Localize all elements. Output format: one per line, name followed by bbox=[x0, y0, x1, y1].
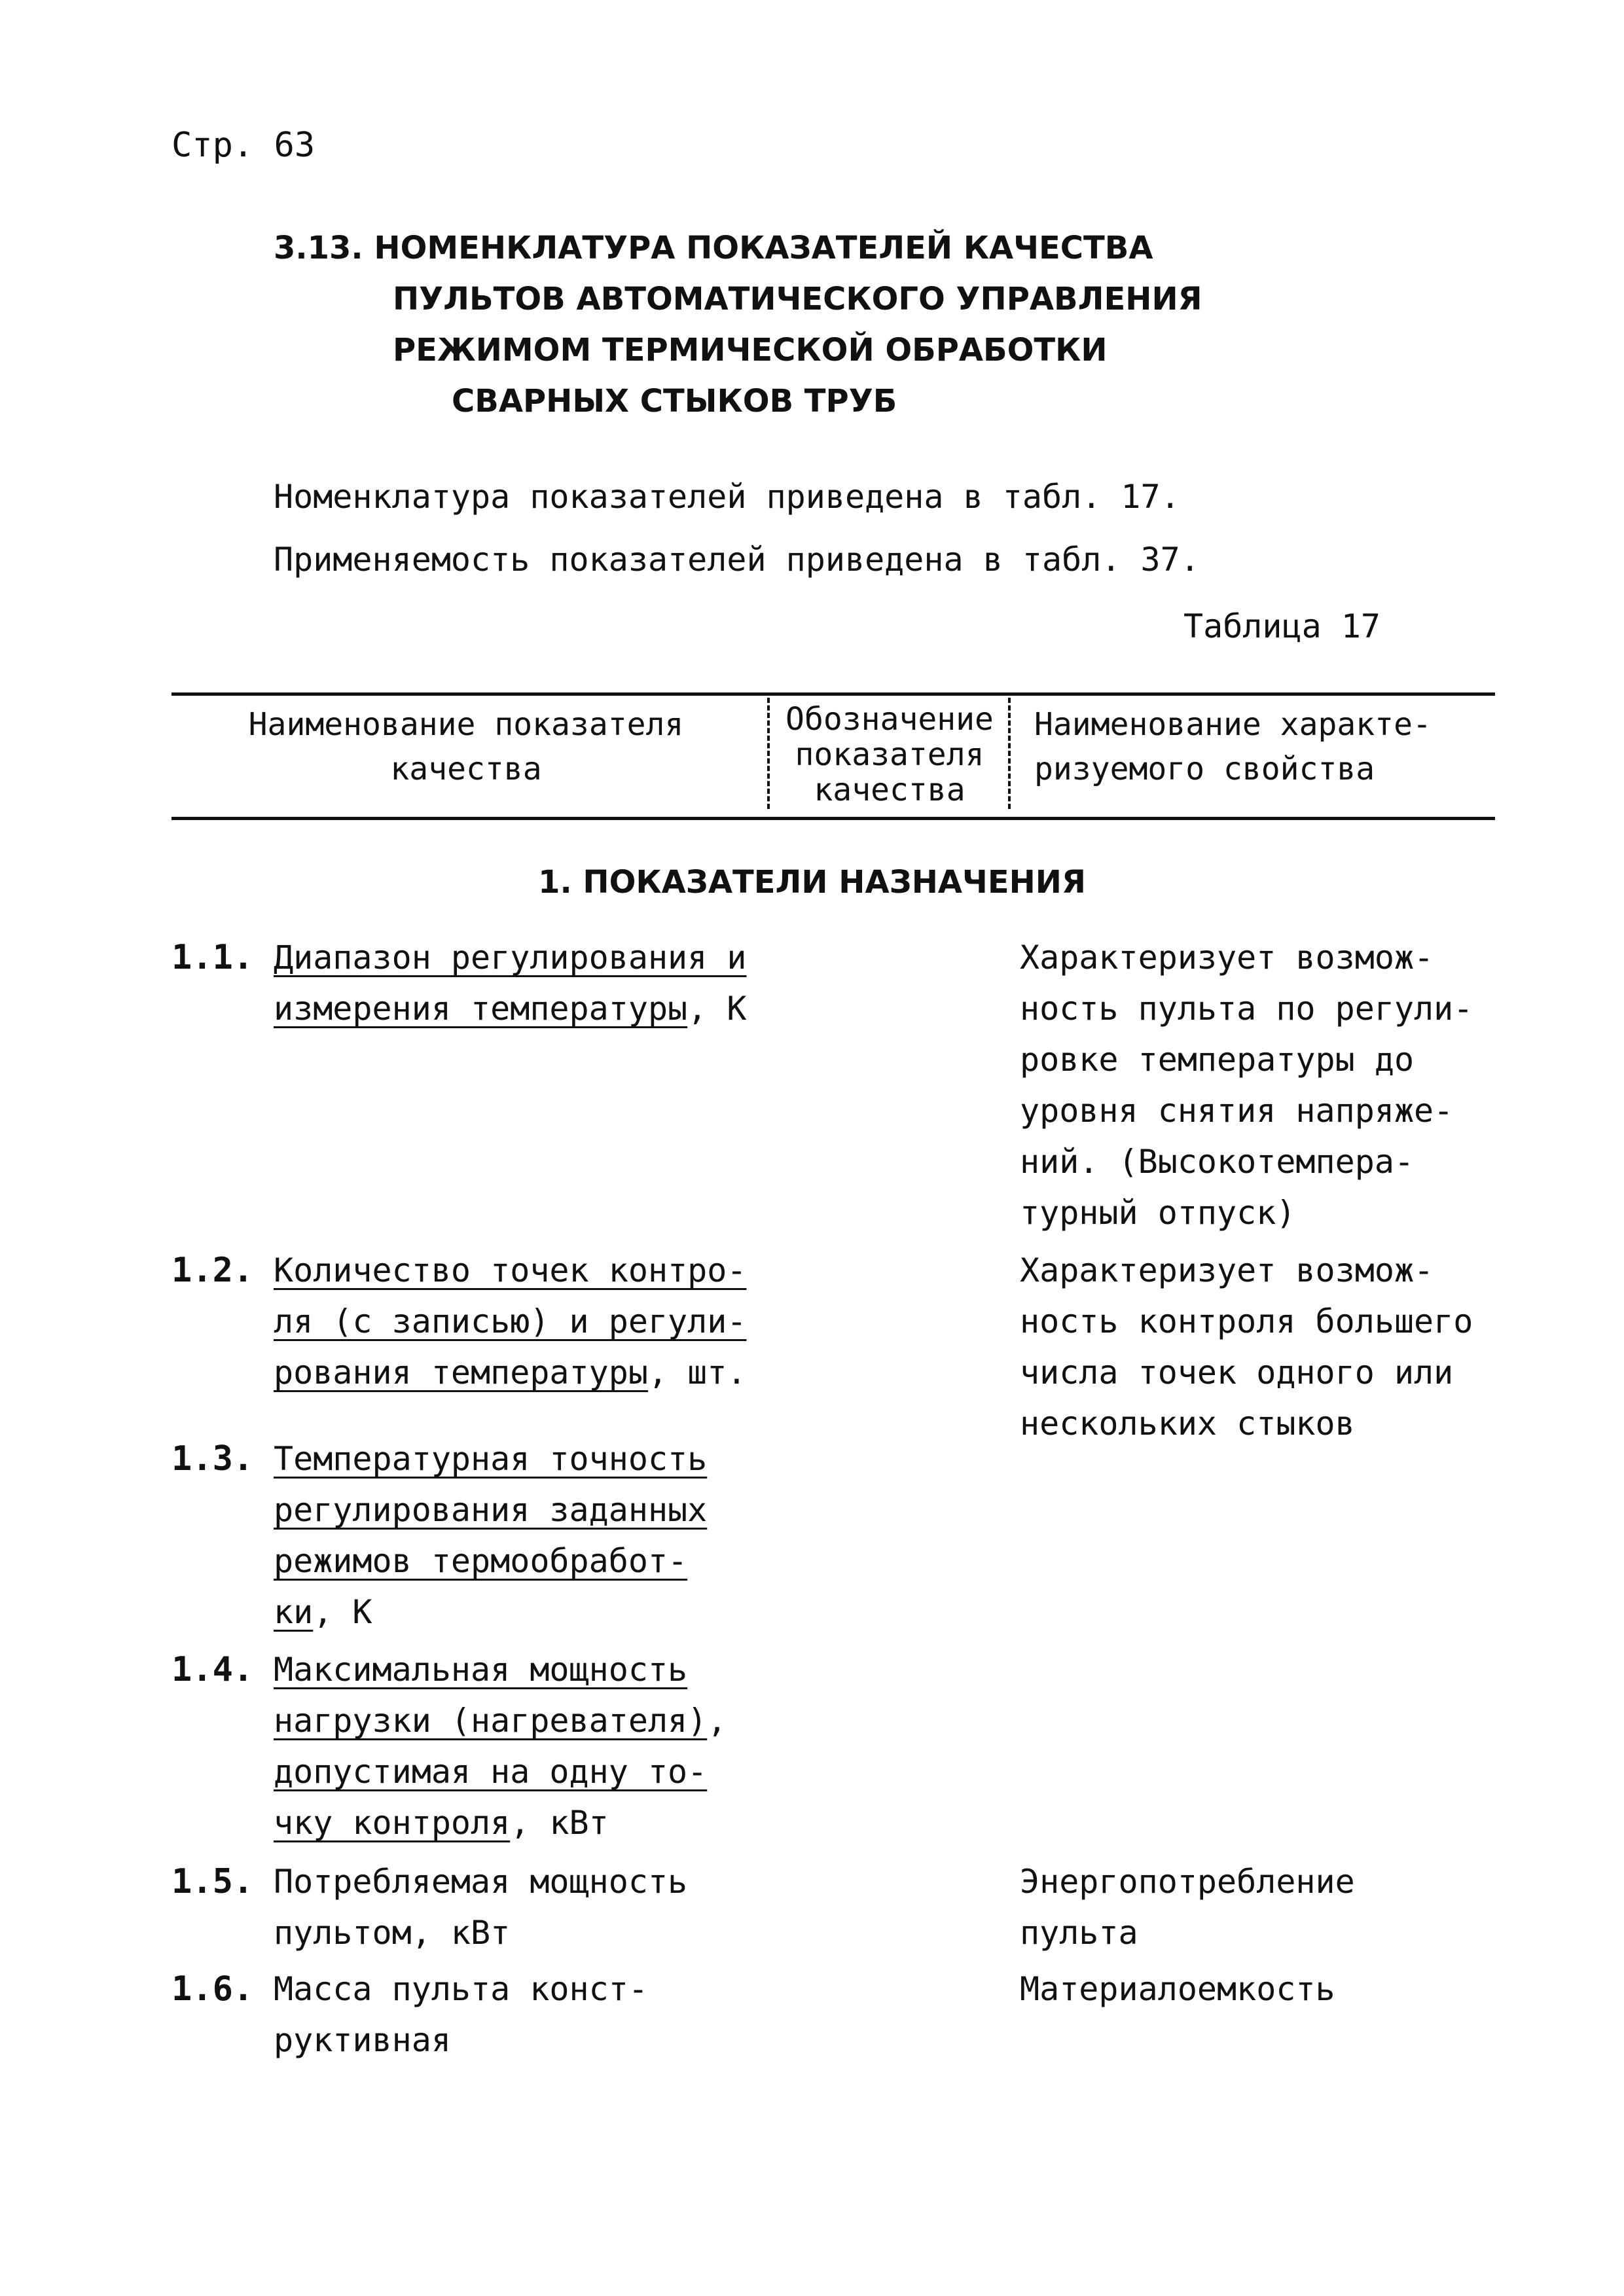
section-number: 3.13. bbox=[274, 230, 363, 266]
row-number: 1.5. bbox=[171, 1862, 254, 1901]
property-description: Материалоемкость bbox=[1020, 1970, 1335, 2008]
indicator-name: Температурная точность регулирования заданных режимов термообработ- ки, К bbox=[274, 1440, 708, 1631]
indicator-name: Потребляемая мощность пультом, кВт bbox=[274, 1863, 688, 1952]
header-col-symbol: Обозначение показателя качества bbox=[785, 701, 994, 808]
table-label: Таблица 17 bbox=[1183, 607, 1381, 645]
section-title-line-1: 3.13. НОМЕНКЛАТУРА ПОКАЗАТЕЛЕЙ КАЧЕСТВА bbox=[274, 230, 1153, 266]
section-title-line-4: СВАРНЫХ СТЫКОВ ТРУБ bbox=[452, 383, 897, 420]
property-description: Характеризует возмож- ность пульта по регули- ровке температуры до уровня снятия напряже- ний. (Высокотемпера- турный отпуск) bbox=[1020, 939, 1473, 1232]
row-number: 1.6. bbox=[171, 1969, 254, 2009]
section-title-line-2: ПУЛЬТОВ АВТОМАТИЧЕСКОГО УПРАВЛЕНИЯ bbox=[393, 281, 1202, 317]
table-header-rule bbox=[171, 817, 1495, 820]
row-number: 1.4. bbox=[171, 1650, 254, 1689]
property-description: Характеризует возмож- ность контроля большего числа точек одного или нескольких стыков bbox=[1020, 1251, 1473, 1443]
section-title bbox=[274, 223, 1202, 427]
indicator-name: Максимальная мощность нагрузки (нагревателя), допустимая на одну то- чку контроля, кВт bbox=[274, 1651, 727, 1842]
header-col-property: Наименование характе- ризуемого свойства bbox=[1034, 706, 1432, 787]
property-description: Энергопотребление пульта bbox=[1020, 1863, 1355, 1952]
column-separator-1 bbox=[767, 698, 770, 809]
section-title-line-3: РЕЖИМОМ ТЕРМИЧЕСКОЙ ОБРАБОТКИ bbox=[393, 332, 1108, 368]
page-number: Стр. 63 bbox=[171, 126, 316, 165]
indicator-name: Масса пульта конст- руктивная bbox=[274, 1970, 648, 2059]
indicator-name: Диапазон регулирования и измерения температуры, К bbox=[274, 939, 747, 1028]
indicator-name: Количество точек контро- ля (с записью) и регули- рования температуры, шт. bbox=[274, 1251, 747, 1391]
row-number: 1.3. bbox=[171, 1439, 254, 1479]
row-number: 1.1. bbox=[171, 938, 254, 977]
header-col-name: Наименование показателя качества bbox=[248, 706, 684, 787]
column-separator-2 bbox=[1008, 698, 1011, 809]
intro-line-1: Номенклатура показателей приведена в табл. 17. bbox=[274, 478, 1180, 516]
group-heading: 1. ПОКАЗАТЕЛИ НАЗНАЧЕНИЯ bbox=[538, 864, 1086, 901]
row-number: 1.2. bbox=[171, 1251, 254, 1290]
table-top-rule bbox=[171, 692, 1495, 696]
intro-line-2: Применяемость показателей приведена в табл. 37. bbox=[274, 541, 1200, 579]
